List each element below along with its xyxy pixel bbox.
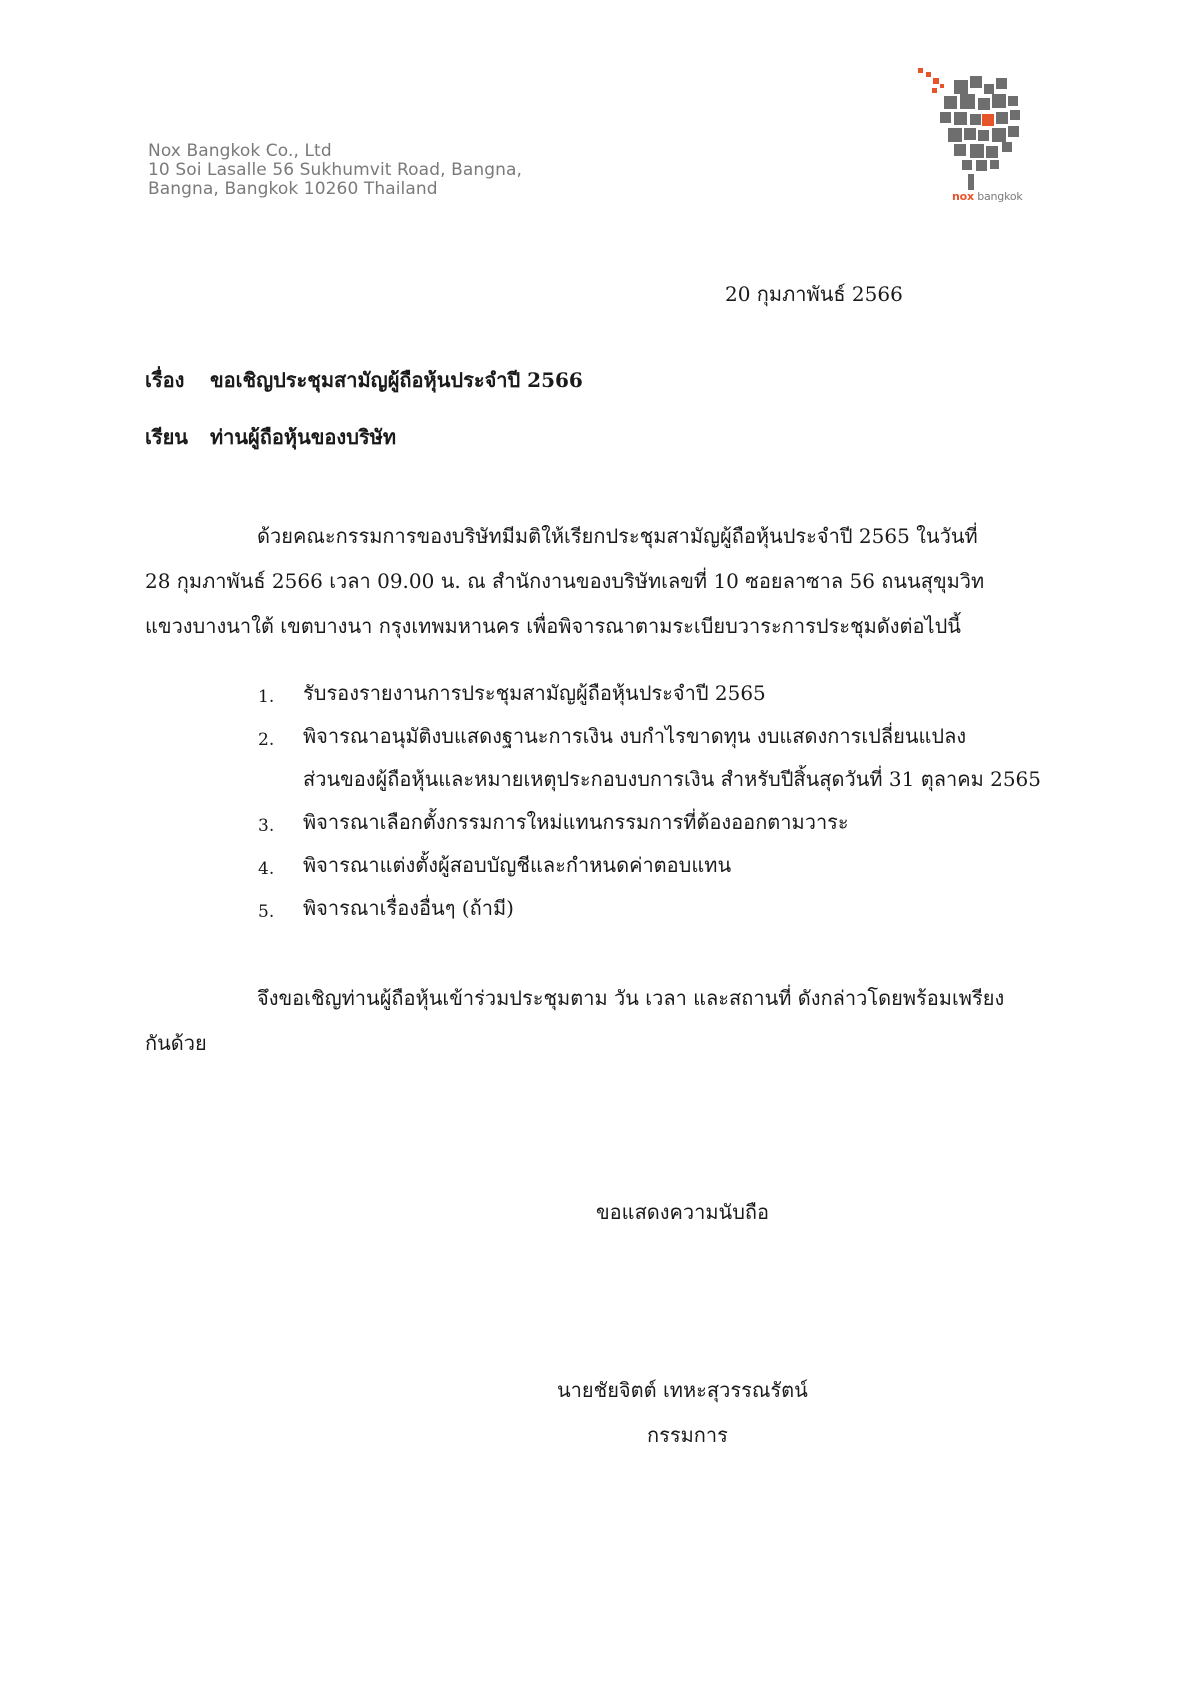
salutation-label: เรียน	[145, 425, 188, 449]
agenda-text-line: ส่วนของผู้ถือหุ้นและหมายเหตุประกอบงบการเงิน สำหรับปีสิ้นสุดวันที่ 31 ตุลาคม 2565	[303, 767, 1042, 791]
intro-paragraph	[145, 514, 1031, 649]
logo-tree-icon	[918, 66, 1038, 190]
letter-salutation	[145, 423, 396, 451]
agenda-text-line: รับรองรายงานการประชุมสามัญผู้ถือหุ้นประจำปี 2565	[303, 681, 766, 705]
agenda-list	[258, 672, 1042, 930]
intro-line: แขวงบางนาใต้ เขตบางนา กรุงเทพมหานคร เพื่อพิจารณาตามระเบียบวาระการประชุมดังต่อไปนี้	[145, 614, 961, 638]
logo-wordmark-nox: nox	[952, 190, 974, 203]
company-logo	[918, 66, 1038, 214]
agenda-item	[258, 844, 1038, 887]
letter-subject	[145, 366, 583, 394]
agenda-text	[303, 801, 1038, 844]
agenda-item	[258, 672, 1038, 715]
signatory-title: กรรมการ	[647, 1423, 728, 1447]
invitation-line: จึงขอเชิญท่านผู้ถือหุ้นเข้าร่วมประชุมตาม วัน เวลา และสถานที่ ดังกล่าวโดยพร้อมเพรียง	[257, 986, 1005, 1010]
company-address	[148, 142, 522, 199]
logo-wordmark	[952, 190, 1023, 203]
agenda-text	[303, 844, 1038, 887]
agenda-item	[258, 887, 1038, 930]
agenda-text	[303, 672, 1038, 715]
agenda-text-line: พิจารณาเลือกตั้งกรรมการใหม่แทนกรรมการที่ต้องออกตามวาระ	[303, 810, 849, 834]
intro-line: 28 กุมภาพันธ์ 2566 เวลา 09.00 น. ณ สำนักงานของบริษัทเลขที่ 10 ซอยลาซาล 56 ถนนสุขุมวิท	[145, 569, 985, 593]
agenda-number: 4.	[258, 859, 275, 879]
intro-line: ด้วยคณะกรรมการของบริษัทมีมติให้เรียกประชุมสามัญผู้ถือหุ้นประจำปี 2565 ในวันที่	[257, 524, 978, 548]
agenda-item	[258, 801, 1038, 844]
agenda-text	[303, 887, 1038, 930]
agenda-text-line: พิจารณาอนุมัติงบแสดงฐานะการเงิน งบกำไรขาดทุน งบแสดงการเปลี่ยนแปลง	[303, 724, 967, 748]
invitation-line: กันด้วย	[145, 1031, 207, 1055]
invitation-paragraph	[145, 976, 1031, 1066]
agenda-text-line: พิจารณาเรื่องอื่นๆ (ถ้ามี)	[303, 896, 514, 920]
address-line-company: Nox Bangkok Co., Ltd	[148, 141, 332, 161]
subject-text: ขอเชิญประชุมสามัญผู้ถือหุ้นประจำปี 2566	[209, 368, 583, 392]
logo-wordmark-bangkok: bangkok	[977, 190, 1023, 203]
agenda-text	[303, 715, 1042, 801]
address-line-street: 10 Soi Lasalle 56 Sukhumvit Road, Bangna,	[148, 160, 523, 180]
agenda-number: 5.	[258, 902, 275, 922]
letter-date: 20 กุมภาพันธ์ 2566	[725, 282, 903, 306]
closing-phrase: ขอแสดงความนับถือ	[596, 1200, 770, 1224]
agenda-text-line: พิจารณาแต่งตั้งผู้สอบบัญชีและกำหนดค่าตอบแทน	[303, 853, 732, 877]
address-line-city: Bangna, Bangkok 10260 Thailand	[148, 179, 438, 199]
agenda-number: 2.	[258, 730, 275, 750]
agenda-number: 3.	[258, 816, 275, 836]
agenda-item	[258, 715, 1042, 801]
salutation-text: ท่านผู้ถือหุ้นของบริษัท	[209, 425, 397, 449]
subject-label: เรื่อง	[145, 368, 185, 392]
signatory-name: นายชัยจิตต์ เทหะสุวรรณรัตน์	[557, 1378, 808, 1402]
agenda-number: 1.	[258, 687, 275, 707]
